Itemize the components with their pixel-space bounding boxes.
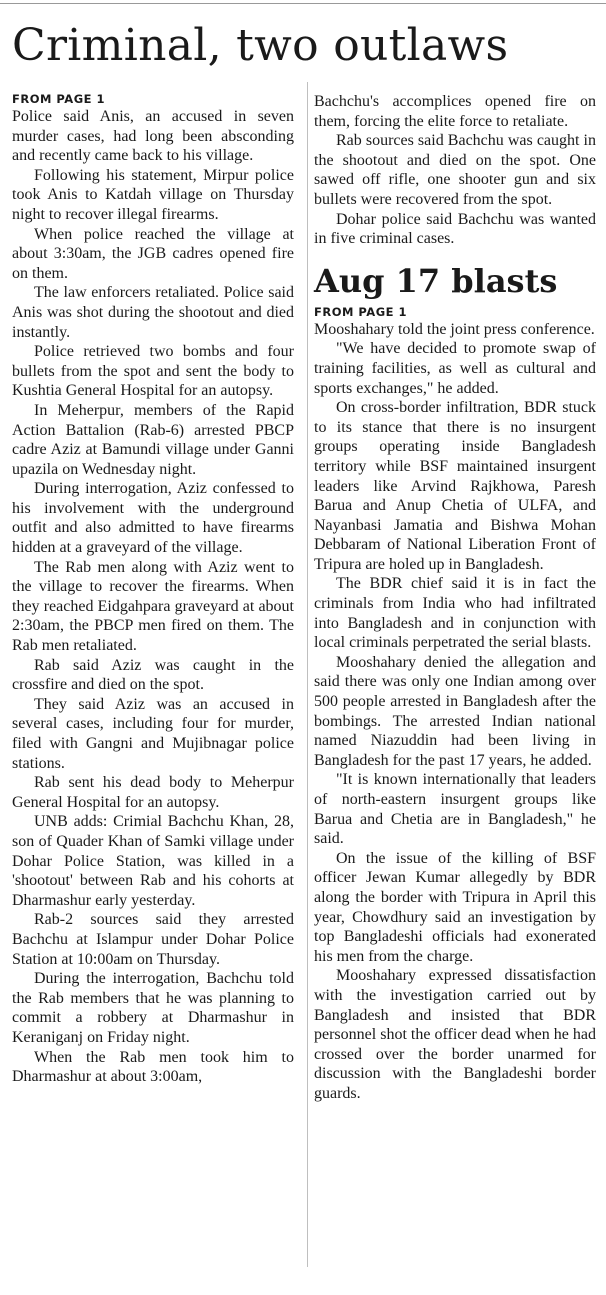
paragraph: Dohar police said Bachchu was wanted in five criminal cases. <box>314 210 596 248</box>
paragraph: Bachchu's accomplices opened fire on them, forcing the elite force to retaliate. <box>314 93 596 130</box>
paragraph: "It is known internationally that leaders of north-eastern insurgent groups like Barua and Chetia are in Bangladesh," he said. <box>314 771 596 848</box>
paragraph: Mooshahary denied the allegation and said there was only one Indian among over 500 people arrested in Bangladesh after the bombings. The arrested Indian national named Niazuddin had been living in Bangladesh for the past 17 years, he added. <box>314 653 596 769</box>
headline: Criminal, two outlaws <box>12 20 509 71</box>
from-page-kicker: FROM PAGE 1 <box>12 92 106 106</box>
paragraph: They said Aziz was an accused in several cases, including four for murder, filed with Gangni and Mujibnagar police stations. <box>12 695 294 772</box>
paragraph: During interrogation, Aziz confessed to his involvement with the underground outfit and also admitted to have firearms hidden at a graveyard of the village. <box>12 480 294 557</box>
subheadline: Aug 17 blasts <box>314 261 558 300</box>
paragraph: Mooshahary expressed dissatisfaction with the investigation carried out by Bangladesh and insisted that BDR personnel shot the officer dead when he had crossed over the border unarmed for discussion with the Bangladeshi border guards. <box>314 967 596 1102</box>
paragraph: The BDR chief said it is in fact the criminals from India who had infiltrated into Bangladesh and in conjunction with local criminals perpetrated the serial blasts. <box>314 575 596 652</box>
paragraph: UNB adds: Crimial Bachchu Khan, 28, son of Quader Khan of Samki village under Dohar Police Station, was killed in a 'shootout' between Rab and his cohorts at Dharmashur early yesterday. <box>12 813 294 909</box>
paragraph: Rab sent his dead body to Meherpur General Hospital for an autopsy. <box>12 774 294 811</box>
paragraph: During the interrogation, Bachchu told the Rab members that he was planning to commit a robbery at Dharmashur in Keraniganj on Friday night. <box>12 970 294 1046</box>
paragraph: Rab sources said Bachchu was caught in the shootout and died on the spot. One sawed off rifle, one shooter gun and six bullets were recovered from the spot. <box>314 132 596 208</box>
paragraph: "We have decided to promote swap of training facilities, as well as cultural and sports exchanges," he added. <box>314 340 596 397</box>
paragraph: When the Rab men took him to Dharmashur at about 3:00am, <box>12 1048 294 1086</box>
paragraph: Police said Anis, an accused in seven murder cases, had long been absconding and recently came back to his village. <box>12 108 294 165</box>
article-columns <box>12 92 596 1104</box>
paragraph: When police reached the village at about 3:30am, the JGB cadres opened fire on them. <box>12 225 294 282</box>
paragraph: The law enforcers retaliated. Police said Anis was shot during the shootout and died instantly. <box>12 284 294 341</box>
column-divider <box>307 82 308 1267</box>
paragraph: Rab-2 sources said they arrested Bachchu at Islampur under Dohar Police Station at 10:00am on Thursday. <box>12 911 294 968</box>
from-page-kicker: FROM PAGE 1 <box>314 304 408 319</box>
top-rule <box>0 3 606 4</box>
paragraph: On the issue of the killing of BSF officer Jewan Kumar allegedly by BDR along the border with Tripura in April this year, Chowdhury said an investigation by top Bangladeshi officials had exonerated his men from the charge. <box>314 849 596 965</box>
left-column <box>12 92 294 1104</box>
paragraph: Rab said Aziz was caught in the crossfire and died on the spot. <box>12 656 294 694</box>
paragraph: The Rab men along with Aziz went to the village to recover the firearms. When they reached Eidgahpara graveyard at about 2:30am, the PBCP men fired on them. The Rab men retaliated. <box>12 558 294 655</box>
paragraph: Police retrieved two bombs and four bullets from the spot and sent the body to Kushtia General Hospital for an autopsy. <box>12 343 294 400</box>
paragraph: Following his statement, Mirpur police took Anis to Katdah village on Thursday night to recover illegal firearms. <box>12 166 294 223</box>
paragraph: In Meherpur, members of the Rapid Action Battalion (Rab-6) arrested PBCP cadre Aziz at Bamundi village under Ganni upazila on Wednesday night. <box>12 401 294 478</box>
right-column <box>314 92 596 1104</box>
paragraph: On cross-border infiltration, BDR stuck to its stance that there is no insurgent groups operating inside Bangladesh territory while BSF maintained insurgent leaders like Arvind Rajkhowa, Paresh Barua and Anup Chetia of ULFA, and Nayanbasi Jamatia and Bishwa Mohan Debbaram of National Liberation Front of Tripura are holed up in Bangladesh. <box>314 399 596 573</box>
paragraph: Mooshahary told the joint press conference. <box>314 320 595 338</box>
